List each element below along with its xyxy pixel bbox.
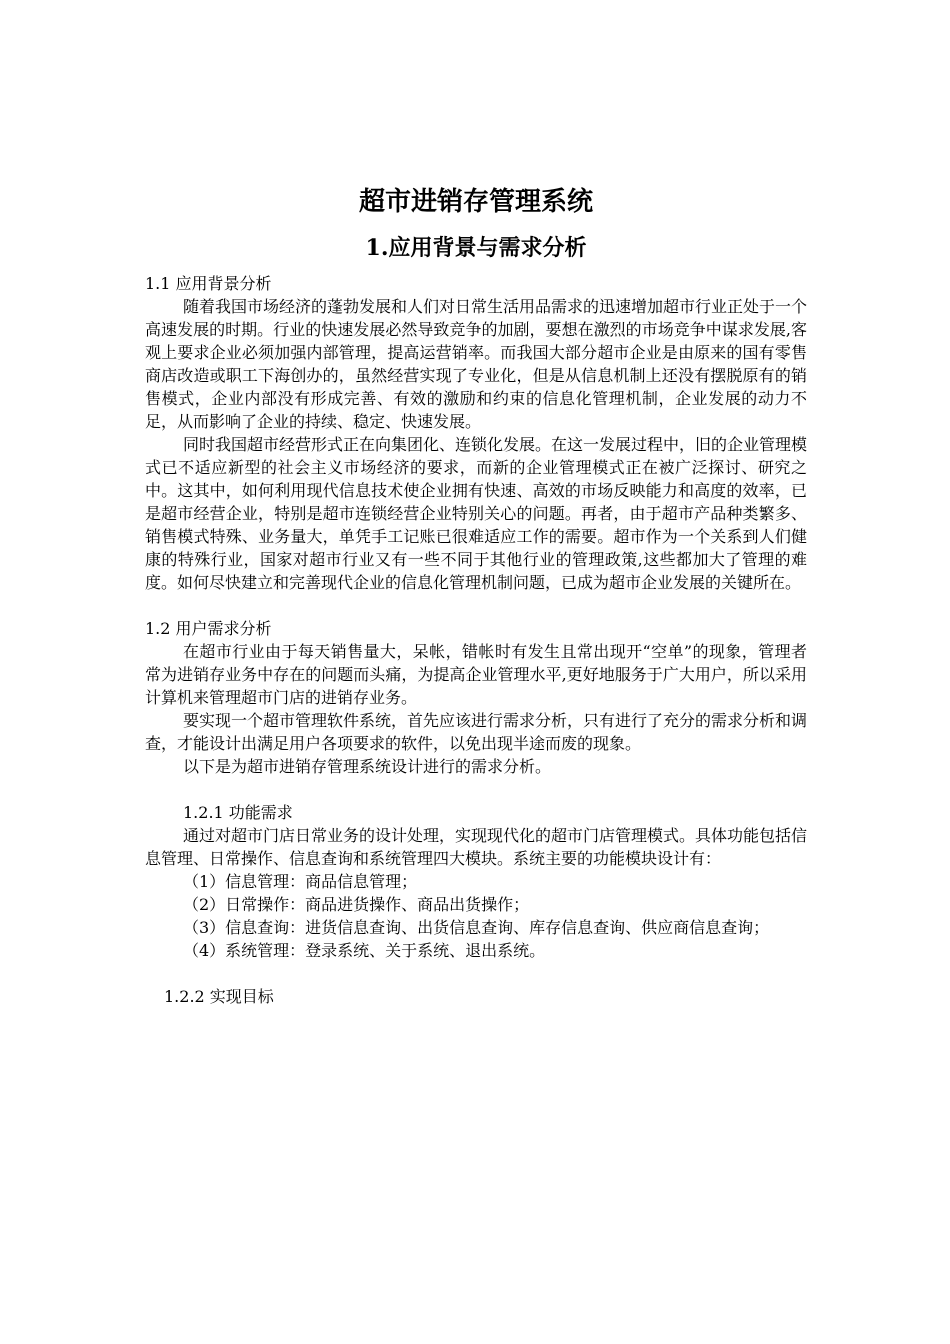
paragraph: 以下是为超市进销存管理系统设计进行的需求分析。 [183, 757, 552, 776]
section-heading-1-2: 1.2 用户需求分析 [145, 619, 272, 638]
list-item: （4）系统管理：登录系统、关于系统、退出系统。 [183, 941, 546, 960]
paragraph: 通过对超市门店日常业务的设计处理，实现现代化的超市门店管理模式。具体功能包括信息管理、日常操作、信息查询和系统管理四大模块。系统主要的功能模块设计有： [145, 826, 808, 868]
paragraph: 要实现一个超市管理软件系统，首先应该进行需求分析，只有进行了充分的需求分析和调查，才能设计出满足用户各项要求的软件，以免出现半途而废的现象。 [145, 711, 808, 753]
paragraph: 同时我国超市经营形式正在向集团化、连锁化发展。在这一发展过程中，旧的企业管理模式已不适应新型的社会主义市场经济的要求，而新的企业管理模式正在被广泛探讨、研究之中。这其中，如何利用现代信息技术使企业拥有快速、高效的市场反映能力和高度的效率，已是超市经营企业，特别是超市连锁经营企业特别关心的问题。再者，由于超市产品种类繁多、销售模式特殊、业务量大，单凭手工记账已很难适应工作的需要。超市作为一个关系到人们健康的特殊行业，国家对超市行业又有一些不同于其他行业的管理政策,这些都加大了管理的难度。如何尽快建立和完善现代企业的信息化管理机制问题，已成为超市企业发展的关键所在。 [145, 435, 808, 592]
list-item: （1）信息管理：商品信息管理； [183, 872, 418, 891]
list-item: （3）信息查询：进货信息查询、出货信息查询、库存信息查询、供应商信息查询； [183, 918, 770, 937]
section-heading-1-2-1: 1.2.1 功能需求 [183, 803, 293, 822]
section-heading-1-2-2: 1.2.2 实现目标 [164, 987, 274, 1006]
list-item: （2）日常操作：商品进货操作、商品出货操作； [183, 895, 530, 914]
document-body [145, 182, 807, 1008]
chapter-heading: 1.应用背景与需求分析 [365, 235, 587, 261]
section-heading-1-1: 1.1 应用背景分析 [145, 274, 272, 293]
paragraph: 在超市行业由于每天销售量大，呆帐，错帐时有发生且常出现开“空单”的现象，管理者常为进销存业务中存在的问题而头痛，为提高企业管理水平,更好地服务于广大用户，所以采用计算机来管理超市门店的进销存业务。 [145, 642, 807, 707]
paragraph: 随着我国市场经济的蓬勃发展和人们对日常生活用品需求的迅速增加超市行业正处于一个高速发展的时期。行业的快速发展必然导致竞争的加剧，要想在激烈的市场竞争中谋求发展,客观上要求企业必须加强内部管理，提高运营销率。而我国大部分超市企业是由原来的国有零售商店改造或职工下海创办的，虽然经营实现了专业化，但是从信息机制上还没有摆脱原有的销售模式，企业内部没有形成完善、有效的激励和约束的信息化管理机制，企业发展的动力不足，从而影响了企业的持续、稳定、快速发展。 [145, 297, 808, 431]
document-title: 超市进销存管理系统 [358, 187, 593, 217]
